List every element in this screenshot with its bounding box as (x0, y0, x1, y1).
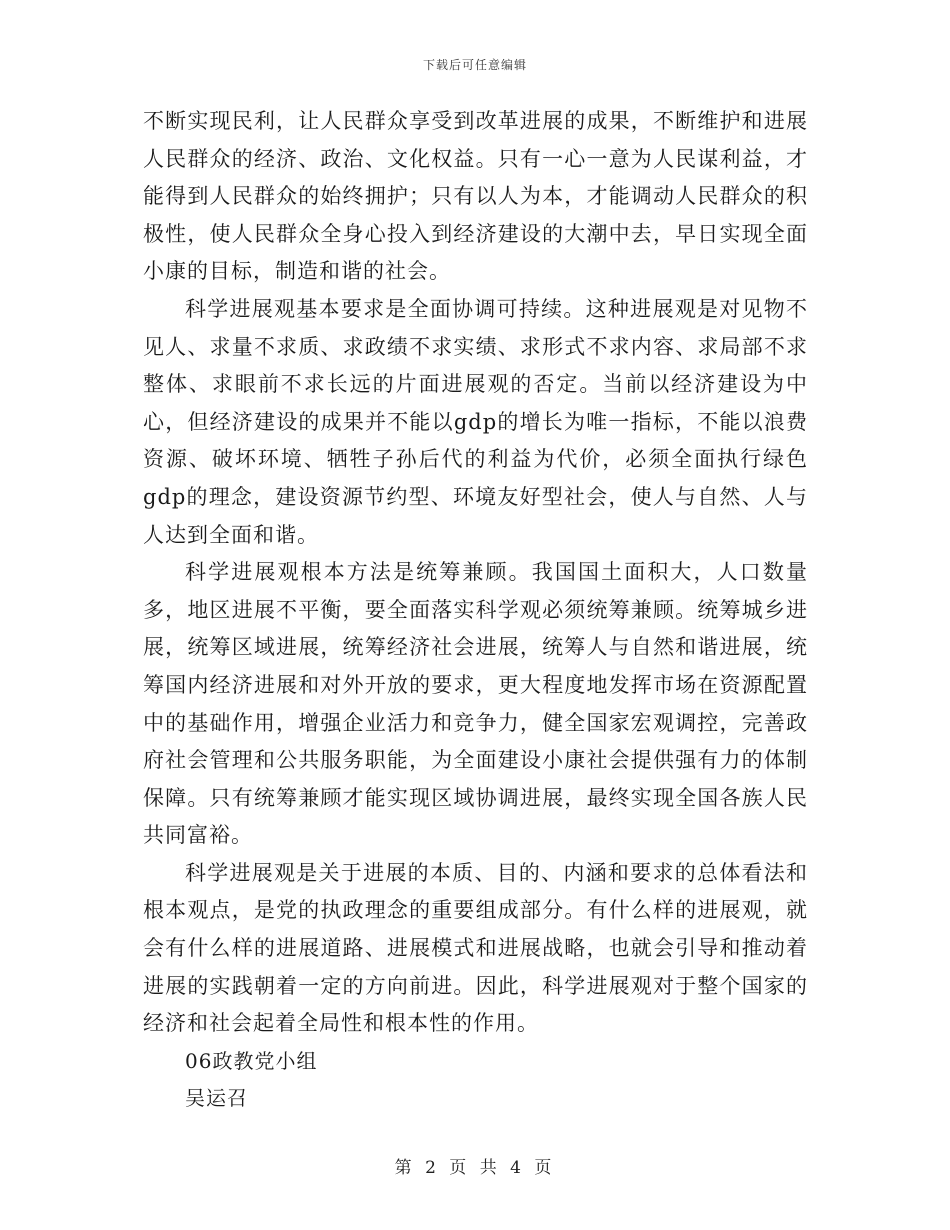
signature-group: 06政教党小组 (185, 1048, 318, 1073)
page-header: 下载后可任意编辑 (422, 58, 527, 72)
paragraph-conclusion: 科学进展观是关于进展的本质、目的、内涵和要求的总体看法和根本观点，是党的执政理念的重要组成部分。有什么样的进展观，就会有什么样的进展道路、进展模式和进展战略，也就会引导和推动着进展的实践朝着一定的方向前进。因此，科学进展观对于整个国家的经济和社会起着全局性和根本性的作用。 (143, 860, 808, 1036)
paragraph-basic-requirement: 科学进展观基本要求是全面协调可持续。这种进展观是对见物不见人、求量不求质、求政绩不求实绩、求形式不求内容、求局部不求整体、求眼前不求长远的片面进展观的否定。当前以经济建设为中心，但经济建设的成果并不能以gdp的增长为唯一指标，不能以浪费资源、破坏环境、牺牲子孙后代的利益为代价，必须全面执行绿色gdp的理念，建设资源节约型、环境友好型社会，使人与自然、人与人达到全面和谐。 (143, 296, 808, 547)
paragraph-continuation: 不断实现民利，让人民群众享受到改革进展的成果，不断维护和进展人民群众的经济、政治、文化权益。只有一心一意为人民谋利益，才能得到人民群众的始终拥护；只有以人为本，才能调动人民群众的积极性，使人民群众全身心投入到经济建设的大潮中去，早日实现全面小康的目标，制造和谐的社会。 (143, 109, 808, 284)
page-footer: 第 2 页 共 4 页 (394, 1158, 556, 1178)
signature-name: 吴运召 (185, 1086, 248, 1111)
document-body (143, 103, 808, 1118)
paragraph-fundamental-method: 科学进展观根本方法是统筹兼顾。我国国土面积大，人口数量多，地区进展不平衡，要全面落实科学观必须统筹兼顾。统筹城乡进展，统筹区域进展，统筹经济社会进展，统筹人与自然和谐进展，统筹国内经济进展和对外开放的要求，更大程度地发挥市场在资源配置中的基础作用，增强企业活力和竞争力，健全国家宏观调控，完善政府社会管理和公共服务职能，为全面建设小康社会提供强有力的体制保障。只有统筹兼顾才能实现区域协调进展，最终实现全国各族人民共同富裕。 (143, 560, 808, 848)
